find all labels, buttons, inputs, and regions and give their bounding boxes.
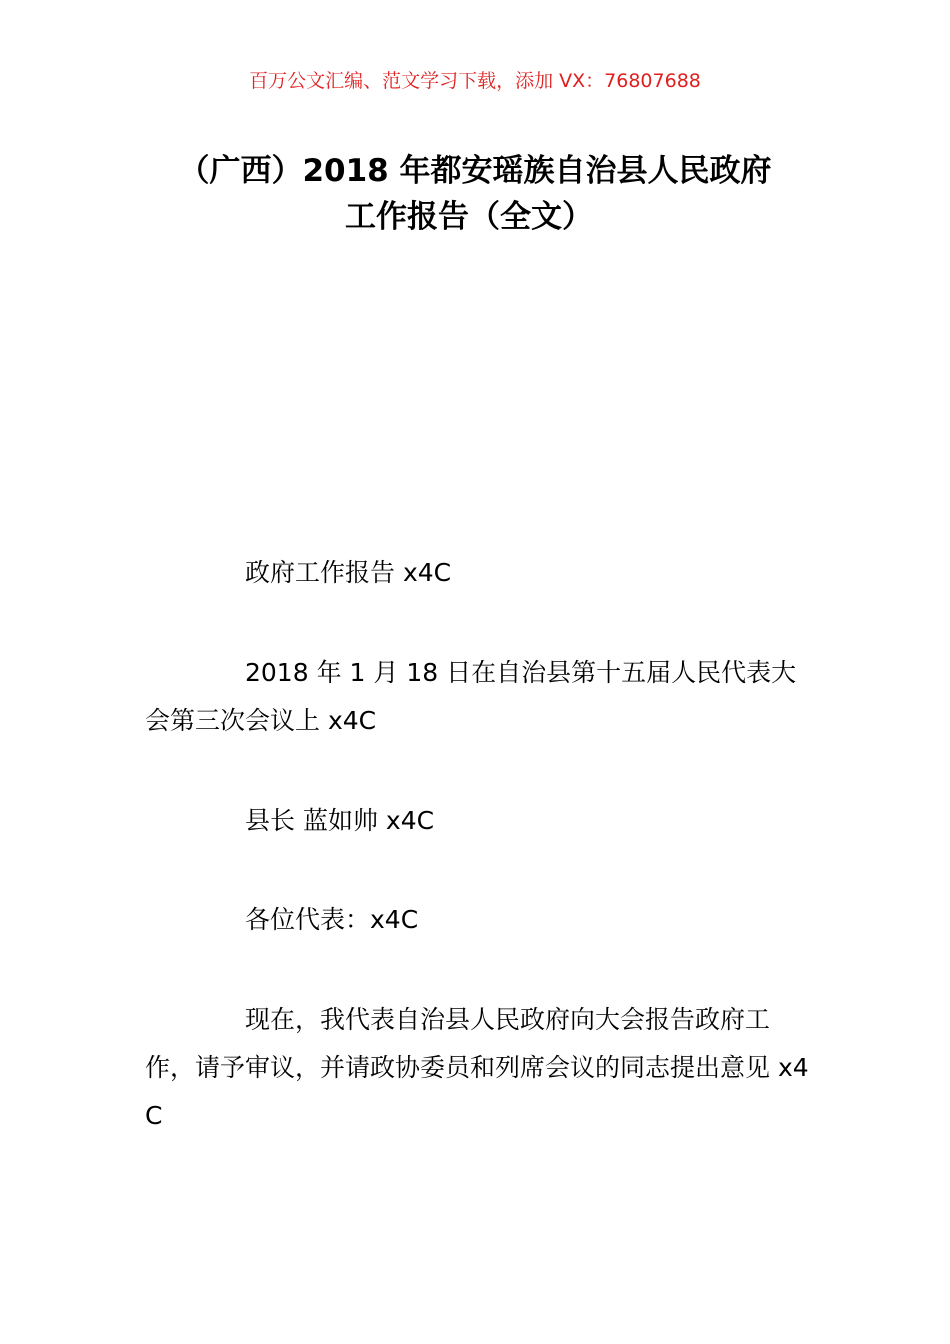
- title-line-1: （广西）2018 年都安瑶族自治县人民政府: [178, 153, 772, 189]
- paragraph-speaker: 县长 蓝如帅 x4C: [245, 806, 435, 835]
- document-title: [0, 148, 950, 240]
- paragraph-report-name: 政府工作报告 x4C: [245, 558, 452, 587]
- header-notice: 百万公文汇编、范文学习下载，添加 VX：76807688: [249, 70, 701, 92]
- paragraph-opening: 现在，我代表自治县人民政府向大会报告政府工作，请予审议，并请政协委员和列席会议的同志提出意见 x4C: [145, 1005, 809, 1130]
- paragraph-date-venue: 2018 年 1 月 18 日在自治县第十五届人民代表大会第三次会议上 x4C: [145, 658, 797, 735]
- title-line-2: 工作报告（全文）: [345, 199, 593, 235]
- paragraph-salutation: 各位代表：x4C: [245, 905, 419, 934]
